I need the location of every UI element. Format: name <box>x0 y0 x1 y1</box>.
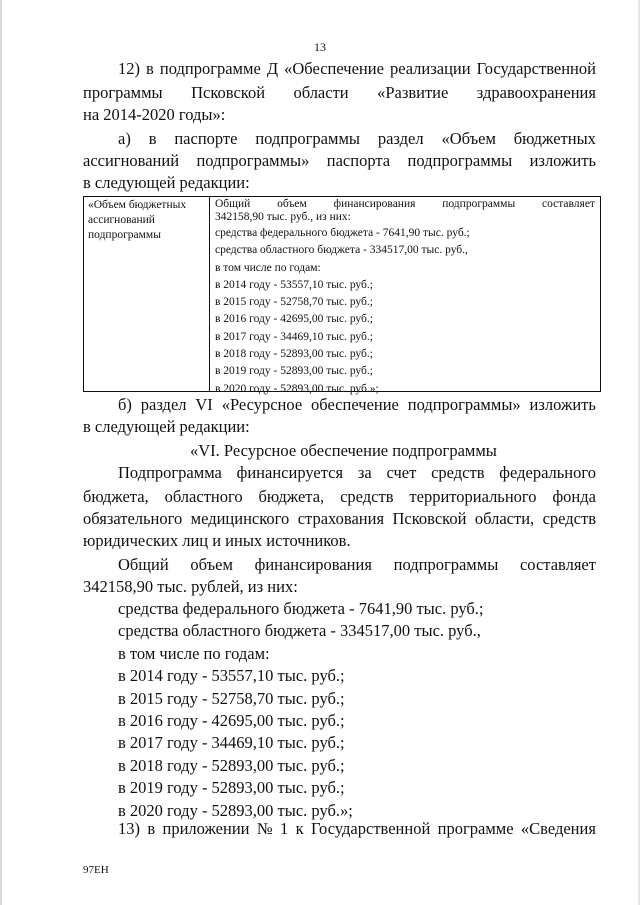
word: страхования <box>297 509 385 528</box>
word: а) <box>118 129 131 148</box>
item12-line2 <box>83 82 596 104</box>
word: ассигнований <box>83 151 180 170</box>
table-content-line: в 2020 году - 52893,00 тыс. руб.»; <box>215 382 379 395</box>
word: реализации <box>389 59 471 78</box>
table-content-line: в 2018 году - 52893,00 тыс. руб.; <box>215 348 373 361</box>
table-divider <box>209 197 210 391</box>
word: в <box>146 59 154 78</box>
funding-line: в 2017 году - 34469,10 тыс. руб.; <box>118 733 345 753</box>
table-content-line: в 2019 году - 52893,00 тыс. руб.; <box>215 365 373 378</box>
word: обязательного <box>83 509 183 528</box>
word: за <box>357 463 372 482</box>
word: бюджета, <box>258 487 325 506</box>
word: подпрограммы <box>407 151 513 170</box>
word: 1 <box>279 819 289 838</box>
table-content-line: средства федерального бюджета - 7641,90 тыс. руб.; <box>215 227 470 239</box>
word: «Сведения <box>520 819 596 838</box>
word: территориального <box>409 487 537 506</box>
word: Общий <box>118 555 169 574</box>
section-title: «VI. Ресурсное обеспечение подпрограммы <box>190 441 497 460</box>
item-b-line2: в следующей редакции: <box>83 417 250 436</box>
item13-line1 <box>118 818 596 840</box>
word: составляет <box>519 555 596 574</box>
funding-line: в 2018 году - 52893,00 тыс. руб.; <box>118 755 345 775</box>
word: Псковской <box>392 509 467 528</box>
word: подпрограммы» <box>196 151 310 170</box>
word: подпрограммы <box>255 129 360 148</box>
word: 12) <box>118 59 140 78</box>
para1-line1 <box>118 462 596 484</box>
funding-line: в 2016 году - 42695,00 тыс. руб.; <box>118 711 345 730</box>
word: раздел <box>140 395 187 414</box>
word: Д <box>266 59 279 78</box>
word: Государственной <box>476 59 596 78</box>
funding-line: в 2014 году - 53557,10 тыс. руб.; <box>118 666 345 686</box>
word: объем <box>190 555 233 574</box>
page-number: 13 <box>314 40 326 54</box>
word: Общий <box>215 198 251 210</box>
para2-line2: 342158,90 тыс. рублей, из них: <box>83 577 298 596</box>
table-content-line: в 2017 году - 34469,10 тыс. руб.; <box>215 330 373 343</box>
word: «Ресурсное <box>221 395 303 414</box>
word: финансирования <box>254 555 372 574</box>
table-label-cell: «Объем бюджетных ассигнований подпрограммы <box>88 199 187 241</box>
word: обеспечение <box>311 395 399 414</box>
word: изложить <box>529 151 596 170</box>
table-content-lines <box>215 211 595 398</box>
table-content-line: в том числе по годам: <box>215 261 321 274</box>
word: средств <box>340 487 394 506</box>
word: 13) <box>118 819 140 838</box>
table-content-line: в 2015 году - 52758,70 тыс. руб.; <box>215 296 373 309</box>
word: области, <box>474 509 535 528</box>
para2-line1 <box>118 554 596 576</box>
word: Подпрограмма <box>118 463 222 482</box>
funding-line: средства областного бюджета - 334517,00 тыс. руб., <box>118 621 481 641</box>
word: «Обеспечение <box>284 59 384 78</box>
word: областного <box>164 487 243 506</box>
word: подпрограмме <box>159 59 261 78</box>
word: «Объем <box>441 129 496 148</box>
word: к <box>295 819 304 838</box>
item12-line3: на 2014-2020 годы»: <box>83 105 226 124</box>
word: изложить <box>529 395 596 414</box>
word: № <box>256 819 273 838</box>
item-a-line3: в следующей редакции: <box>83 173 250 192</box>
footer-code: 97EH <box>83 864 109 876</box>
item-b-line1 <box>118 394 596 416</box>
table-content-line: в 2014 году - 53557,10 тыс. руб.; <box>215 278 373 291</box>
item-a-line2 <box>83 150 596 172</box>
word: бюджета, <box>83 487 149 506</box>
item-a-line1 <box>118 128 596 150</box>
word: в <box>147 819 156 838</box>
word: Государственной <box>310 819 431 838</box>
word: счет <box>386 463 417 482</box>
word: паспорте <box>174 129 238 148</box>
word: средств <box>542 509 596 528</box>
passport-table <box>83 196 601 395</box>
word: финансирования <box>333 198 416 210</box>
funding-line: в 2015 году - 52758,70 тыс. руб.; <box>118 688 345 708</box>
item12-line1 <box>118 58 596 80</box>
table-content-line: 342158,90 тыс. руб., из них: <box>215 211 351 223</box>
table-content-first-line <box>215 198 595 211</box>
funding-line: в том числе по годам: <box>118 643 270 663</box>
word: программы <box>83 83 163 102</box>
word: составляет <box>542 198 595 210</box>
table-content-line: средства областного бюджета - 334517,00 тыс. руб., <box>215 244 468 257</box>
funding-line: средства федерального бюджета - 7641,90 тыс. руб.; <box>118 599 484 618</box>
word: подпрограммы» <box>407 395 521 414</box>
word: области <box>293 83 349 102</box>
word: «Развитие <box>377 83 449 102</box>
word: паспорта <box>326 151 391 170</box>
word: подпрограммы <box>442 198 516 210</box>
table-content-cell <box>215 198 595 398</box>
word: фонда <box>552 487 596 506</box>
word: финансируется <box>236 463 344 482</box>
word: бюджетных <box>513 129 596 148</box>
para1-line4: юридических лиц и иных источников. <box>83 531 351 550</box>
para1-line2 <box>83 486 596 508</box>
word: приложении <box>162 819 250 838</box>
word: раздел <box>377 129 424 148</box>
word: программе <box>437 819 514 838</box>
word: медицинского <box>190 509 290 528</box>
word: подпрограммы <box>393 555 499 574</box>
para1-line3 <box>83 508 596 530</box>
funding-line: в 2020 году - 52893,00 тыс. руб.»; <box>118 800 353 820</box>
word: Псковской <box>191 83 266 102</box>
word: федерального <box>499 463 596 482</box>
word: объем <box>277 198 307 210</box>
word: средств <box>431 463 485 482</box>
word: VI <box>195 395 213 414</box>
funding-line: в 2019 году - 52893,00 тыс. руб.; <box>118 778 345 798</box>
word: здравоохранения <box>476 83 596 102</box>
word: в <box>148 129 157 148</box>
scan-edge-left <box>0 0 2 905</box>
table-content-line: в 2016 году - 42695,00 тыс. руб.; <box>215 313 373 326</box>
word: б) <box>118 395 132 414</box>
